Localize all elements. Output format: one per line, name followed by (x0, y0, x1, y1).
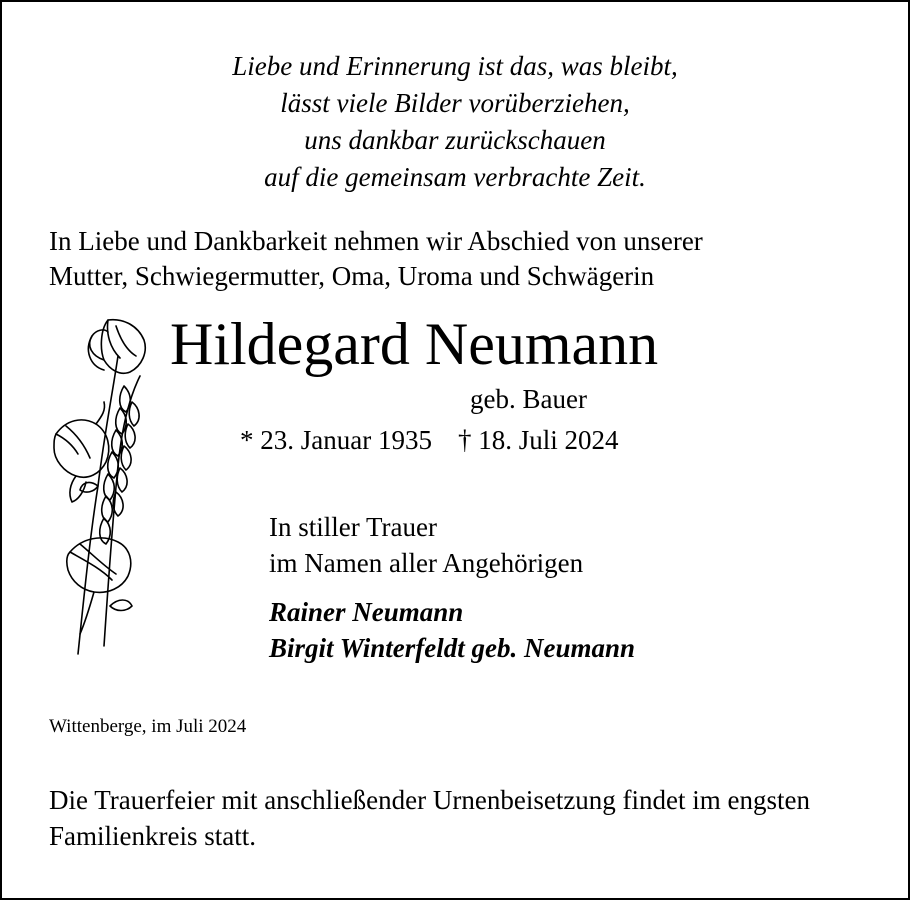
calla-lily-wheat-icon (46, 316, 166, 656)
mourner-name: Rainer Neumann (269, 597, 464, 627)
mourners-list (269, 594, 635, 666)
mourning-line: im Namen aller Angehörigen (269, 548, 584, 578)
intro-line: Mutter, Schwiegermutter, Oma, Uroma und Schwägerin (49, 261, 655, 291)
poem-line: Liebe und Erinnerung ist das, was bleibt, (232, 51, 678, 81)
mourning-line: In stiller Trauer (269, 512, 437, 542)
intro-text (49, 224, 869, 294)
deceased-name: Hildegard Neumann (170, 311, 659, 377)
funeral-note: Die Trauerfeier mit anschließender Urnenbeisetzung findet im engsten Familienkreis statt. (49, 785, 811, 851)
poem-line: auf die gemeinsam verbrachte Zeit. (264, 162, 646, 192)
mourning-text (269, 509, 583, 581)
birth-date: * 23. Januar 1935 (240, 425, 432, 455)
poem-line: lässt viele Bilder vorüberziehen, (280, 88, 630, 118)
birth-name: geb. Bauer (470, 384, 587, 414)
intro-line: In Liebe und Dankbarkeit nehmen wir Abschied von unserer (49, 226, 703, 256)
poem (2, 48, 908, 196)
mourner-name: Birgit Winterfeldt geb. Neumann (269, 633, 636, 663)
death-date: † 18. Juli 2024 (457, 425, 619, 455)
life-dates (240, 423, 618, 457)
place-date: Wittenberge, im Juli 2024 (49, 716, 247, 737)
poem-line: uns dankbar zurückschauen (304, 125, 606, 155)
